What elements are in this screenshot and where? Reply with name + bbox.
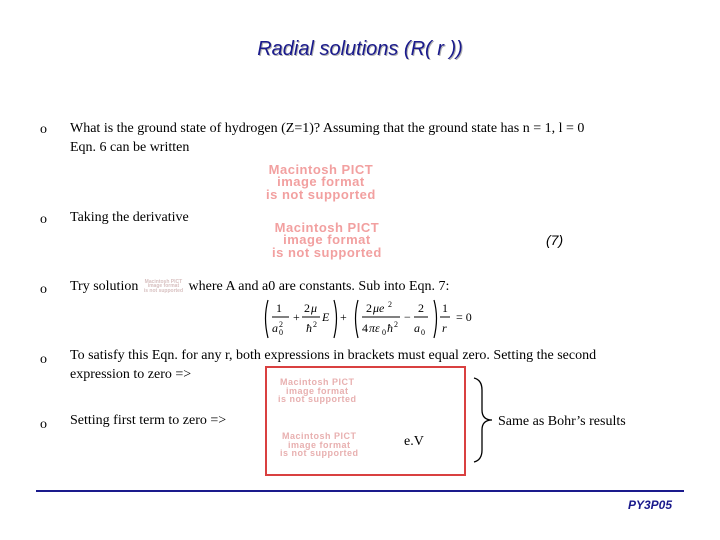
svg-text:2: 2 [279,320,283,329]
bullet-5-text: Setting first term to zero => [70,413,227,428]
curly-brace-icon [470,376,496,464]
svg-text:1: 1 [442,301,448,315]
svg-text:μ: μ [311,301,318,315]
pict-placeholder-a0 [278,378,357,404]
pict-line: is not supported [266,186,376,202]
pict-line: image format [277,174,365,190]
pict-placeholder-trial [144,280,183,294]
pict-placeholder-energy [280,432,359,458]
svg-text:r: r [442,321,447,335]
equation-number: (7) [546,232,564,248]
svg-text:0: 0 [279,328,283,337]
pict-line: is not supported [272,244,382,260]
svg-text:2: 2 [418,301,424,315]
svg-text:1: 1 [276,301,282,315]
svg-text:2: 2 [394,320,398,329]
pict-line: image format [283,232,371,248]
course-code: PY3P05 [627,498,672,512]
slide-title: Radial solutions (R( r )) [257,38,463,60]
svg-text:ħ: ħ [306,321,312,335]
svg-text:E: E [322,310,330,324]
pict-line: is not supported [143,288,184,295]
svg-text:4: 4 [362,321,368,335]
svg-text:= 0: = 0 [456,310,472,324]
bullet-3-text [70,277,449,296]
svg-text:−: − [404,310,411,324]
svg-text:ħ: ħ [387,321,393,335]
svg-text:+: + [293,310,300,324]
pict-placeholder-derivative [272,222,382,259]
bullet-4-line-2: expression to zero => [70,367,192,382]
pict-line: Macintosh PICT [281,431,357,441]
bullet-1-line-2: Eqn. 6 can be written [70,140,190,155]
radial-equation-image [262,296,482,344]
bullet-marker: o [40,122,47,137]
svg-text:2: 2 [388,300,392,309]
svg-text:0: 0 [421,328,425,337]
pict-line: Macintosh PICT [279,377,355,387]
pict-line: image format [287,439,351,450]
pict-line: Macintosh PICT [274,220,380,235]
svg-text:a: a [272,321,278,335]
svg-text:a: a [414,321,420,335]
pict-placeholder-eq6 [266,164,376,201]
bullet-marker: o [40,282,47,297]
pict-line: image format [285,385,349,396]
svg-text:μe: μe [373,301,385,315]
bullet-4-line-1: To satisfy this Eqn. for any r, both expressions in brackets must equal zero. Setting the second [70,348,597,363]
svg-text:πε: πε [369,321,380,335]
pict-line: is not supported [278,394,357,405]
bullet-marker: o [40,352,47,367]
bullet-marker: o [40,417,47,432]
pict-line: Macintosh PICT [268,162,374,177]
footer-divider [36,490,684,492]
svg-text:2: 2 [366,301,372,315]
energy-unit-label: e.V [404,434,424,449]
pict-line: image format [147,283,180,290]
bullet-2-text: Taking the derivative [70,210,189,225]
bullet-1-text [70,119,584,157]
pict-line: Macintosh PICT [144,278,183,285]
pict-line: is not supported [280,448,359,459]
svg-text:+: + [340,310,347,324]
bullet-3-post: where A and a0 are constants. Sub into Eqn. 7: [188,279,450,294]
svg-text:2: 2 [304,301,310,315]
bullet-marker: o [40,212,47,227]
bohr-note: Same as Bohr’s results [498,414,626,429]
bullet-3-pre: Try solution [70,279,139,294]
bullet-1-line-1: What is the ground state of hydrogen (Z=1)? Assuming that the ground state has n = 1, l = 0 [70,121,585,136]
svg-text:0: 0 [382,328,386,337]
svg-text:2: 2 [313,320,317,329]
